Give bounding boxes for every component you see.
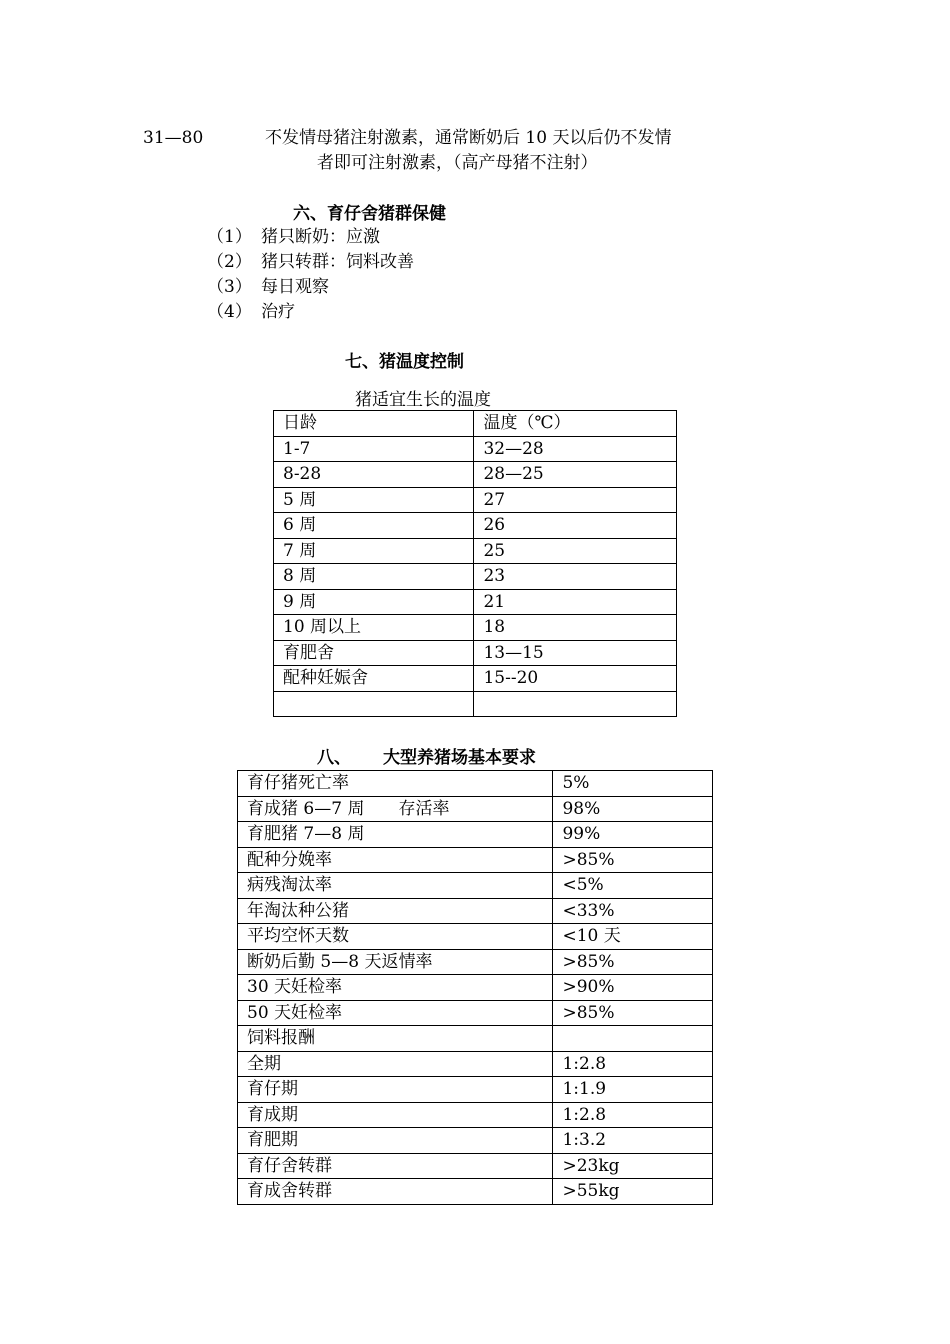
table-cell: <33%: [553, 898, 713, 924]
temperature-row: [274, 487, 677, 513]
table-cell: 1:3.2: [553, 1128, 713, 1154]
table-cell: 年淘汰种公猪: [238, 898, 553, 924]
table-cell: 育仔舍转群: [238, 1153, 553, 1179]
requirements-table: [237, 770, 713, 1205]
section-6-heading: 六、育仔舍猪群保健: [293, 204, 446, 224]
table-header-row: [274, 411, 677, 437]
temperature-table-body: [274, 411, 677, 717]
table-cell: 32—28: [474, 436, 677, 462]
temperature-row: [274, 436, 677, 462]
list-item: 猪只转群：饲料改善: [261, 252, 414, 272]
table-cell: 8 周: [274, 564, 474, 590]
temperature-row: [274, 615, 677, 641]
range-label: 31—80: [143, 128, 204, 148]
table-cell: 10 周以上: [274, 615, 474, 641]
table-cell: >85%: [553, 847, 713, 873]
table-cell: 5%: [553, 771, 713, 797]
requirement-row: [238, 1026, 713, 1052]
requirement-row: [238, 1102, 713, 1128]
temperature-row: [274, 538, 677, 564]
temperature-row: [274, 589, 677, 615]
table-cell: 1:2.8: [553, 1051, 713, 1077]
requirement-row: [238, 796, 713, 822]
intro-line-1: 不发情母猪注射激素，通常断奶后 10 天以后仍不发情: [265, 128, 672, 148]
table-cell: 温度（℃）: [474, 411, 677, 437]
table-cell: 18: [474, 615, 677, 641]
list-item-number: （1）: [207, 227, 252, 247]
table-cell: >90%: [553, 975, 713, 1001]
section-8-heading-number: 八、: [317, 748, 351, 768]
requirement-row: [238, 1179, 713, 1205]
list-item-number: （2）: [207, 252, 252, 272]
table-cell: 15--20: [474, 666, 677, 692]
table-cell: 25: [474, 538, 677, 564]
table-cell: 育成期: [238, 1102, 553, 1128]
table-cell: 30 天妊检率: [238, 975, 553, 1001]
requirement-row: [238, 847, 713, 873]
temperature-row: [274, 462, 677, 488]
table-cell: 育肥期: [238, 1128, 553, 1154]
temperature-row: [274, 564, 677, 590]
table-cell: 27: [474, 487, 677, 513]
table-caption: 猪适宜生长的温度: [355, 390, 491, 410]
requirement-row: [238, 924, 713, 950]
table-cell: <5%: [553, 873, 713, 899]
table-cell: 断奶后勤 5—8 天返情率: [238, 949, 553, 975]
temperature-row: [274, 513, 677, 539]
section-8-heading: 大型养猪场基本要求: [383, 748, 536, 768]
table-cell: 病残淘汰率: [238, 873, 553, 899]
requirement-row: [238, 1077, 713, 1103]
table-cell: [474, 691, 677, 717]
requirement-row: [238, 1000, 713, 1026]
temperature-row: [274, 666, 677, 692]
table-cell: [553, 1026, 713, 1052]
list-item-number: （3）: [207, 277, 252, 297]
table-cell: 26: [474, 513, 677, 539]
table-cell: 日龄: [274, 411, 474, 437]
table-cell: 7 周: [274, 538, 474, 564]
table-cell: 全期: [238, 1051, 553, 1077]
table-cell: 育仔期: [238, 1077, 553, 1103]
table-cell: 6 周: [274, 513, 474, 539]
table-cell: 1:2.8: [553, 1102, 713, 1128]
requirement-row: [238, 975, 713, 1001]
table-cell: >85%: [553, 1000, 713, 1026]
requirement-row: [238, 1153, 713, 1179]
table-cell: 育仔猪死亡率: [238, 771, 553, 797]
table-cell: 育成舍转群: [238, 1179, 553, 1205]
table-cell: 9 周: [274, 589, 474, 615]
requirement-row: [238, 1128, 713, 1154]
section-7-heading: 七、猪温度控制: [345, 352, 464, 372]
table-cell: 13—15: [474, 640, 677, 666]
table-cell: 8-28: [274, 462, 474, 488]
table-cell: 98%: [553, 796, 713, 822]
table-cell: >23kg: [553, 1153, 713, 1179]
requirement-row: [238, 1051, 713, 1077]
table-cell: 育成猪 6—7 周 存活率: [238, 796, 553, 822]
requirements-table-body: [238, 771, 713, 1205]
table-cell: 1-7: [274, 436, 474, 462]
list-item: 猪只断奶：应激: [261, 227, 380, 247]
requirement-row: [238, 822, 713, 848]
temperature-row: [274, 691, 677, 717]
table-cell: 育肥猪 7—8 周: [238, 822, 553, 848]
table-cell: 配种妊娠舍: [274, 666, 474, 692]
table-cell: 99%: [553, 822, 713, 848]
list-item-number: （4）: [207, 302, 252, 322]
table-cell: >85%: [553, 949, 713, 975]
table-cell: 23: [474, 564, 677, 590]
table-cell: 50 天妊检率: [238, 1000, 553, 1026]
table-cell: >55kg: [553, 1179, 713, 1205]
table-cell: <10 天: [553, 924, 713, 950]
requirement-row: [238, 873, 713, 899]
table-cell: 配种分娩率: [238, 847, 553, 873]
intro-line-2: 者即可注射激素，（高产母猪不注射）: [317, 153, 598, 173]
table-cell: 21: [474, 589, 677, 615]
requirement-row: [238, 898, 713, 924]
table-cell: 饲料报酬: [238, 1026, 553, 1052]
list-item: 每日观察: [261, 277, 329, 297]
table-cell: 平均空怀天数: [238, 924, 553, 950]
requirement-row: [238, 949, 713, 975]
table-cell: [274, 691, 474, 717]
table-cell: 28—25: [474, 462, 677, 488]
table-cell: 1:1.9: [553, 1077, 713, 1103]
table-cell: 5 周: [274, 487, 474, 513]
table-cell: 育肥舍: [274, 640, 474, 666]
temperature-table: [273, 410, 677, 717]
temperature-row: [274, 640, 677, 666]
requirement-row: [238, 771, 713, 797]
list-item: 治疗: [261, 302, 295, 322]
